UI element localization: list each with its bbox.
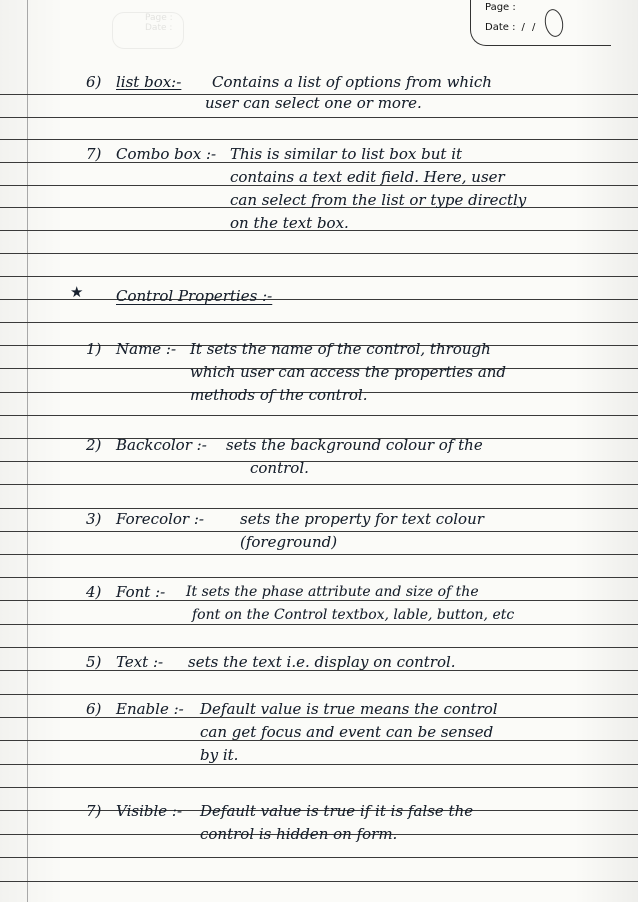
- property-description-line: (foreground): [240, 533, 338, 551]
- ruled-line: [0, 857, 638, 858]
- item-description-line: on the text box.: [230, 214, 349, 232]
- ruled-line: [0, 139, 638, 140]
- ruled-line: [0, 322, 638, 323]
- ruled-line: [0, 554, 638, 555]
- property-description-line: methods of the control.: [190, 386, 368, 404]
- date-label: Date : / /: [485, 22, 538, 33]
- item-description-line: Contains a list of options from which: [212, 73, 492, 91]
- property-term: Backcolor :-: [116, 436, 207, 454]
- page-date-box: [470, 0, 611, 46]
- item-description-line: This is similar to list box but it: [230, 145, 463, 163]
- property-description-line: It sets the phase attribute and size of the: [186, 584, 479, 600]
- ruled-line: [0, 787, 638, 788]
- property-description-line: sets the text i.e. display on control.: [188, 653, 456, 671]
- ruled-line: [0, 694, 638, 695]
- property-description-line: font on the Control textbox, lable, button, etc: [192, 607, 515, 623]
- property-number: 1): [86, 340, 102, 358]
- ruled-line: [0, 881, 638, 882]
- ruled-line: [0, 647, 638, 648]
- ruled-line: [0, 117, 638, 118]
- property-description-line: sets the property for text colour: [240, 510, 484, 528]
- item-number: 7): [86, 145, 102, 163]
- property-number: 5): [86, 653, 102, 671]
- property-description-line: control is hidden on form.: [200, 825, 398, 843]
- ruled-line: [0, 461, 638, 462]
- item-term: list box:-: [116, 73, 182, 91]
- ruled-line: [0, 624, 638, 625]
- property-number: 2): [86, 436, 102, 454]
- item-description-line: can select from the list or type directly: [230, 191, 527, 209]
- item-term: Combo box :-: [116, 145, 217, 163]
- property-number: 6): [86, 700, 102, 718]
- property-description-line: by it.: [200, 746, 239, 764]
- property-description-line: control.: [250, 459, 309, 477]
- property-term: Enable :-: [116, 700, 184, 718]
- property-number: 4): [86, 583, 102, 601]
- item-description-line: user can select one or more.: [205, 94, 422, 112]
- property-description-line: which user can access the properties and: [190, 363, 507, 381]
- section-title: Control Properties :-: [116, 287, 273, 305]
- item-description-line: contains a text edit field. Here, user: [230, 168, 505, 186]
- property-description-line: sets the background colour of the: [226, 436, 483, 454]
- ruled-line: [0, 577, 638, 578]
- property-number: 3): [86, 510, 102, 528]
- property-term: Font :-: [116, 583, 166, 601]
- ruled-line: [0, 508, 638, 509]
- property-term: Name :-: [116, 340, 177, 358]
- property-description-line: Default value is true if it is false the: [200, 802, 474, 820]
- ruled-line: [0, 531, 638, 532]
- property-description-line: Default value is true means the control: [200, 700, 498, 718]
- property-term: Text :-: [116, 653, 164, 671]
- ruled-line: [0, 484, 638, 485]
- ruled-line: [0, 276, 638, 277]
- page-label: Page :: [485, 2, 516, 13]
- ruled-line: [0, 415, 638, 416]
- ruled-line: [0, 299, 638, 300]
- ruled-line: [0, 253, 638, 254]
- property-term: Forecolor :-: [116, 510, 204, 528]
- item-number: 6): [86, 73, 102, 91]
- date-value: / /: [521, 22, 538, 33]
- property-description-line: can get focus and event can be sensed: [200, 723, 494, 741]
- bleed-through-stamp: Page : Date :: [112, 12, 184, 49]
- ruled-line: [0, 764, 638, 765]
- property-description-line: It sets the name of the control, through: [190, 340, 491, 358]
- property-term: Visible :-: [116, 802, 183, 820]
- margin-line: [27, 0, 28, 902]
- property-number: 7): [86, 802, 102, 820]
- star-icon: ★: [70, 283, 84, 301]
